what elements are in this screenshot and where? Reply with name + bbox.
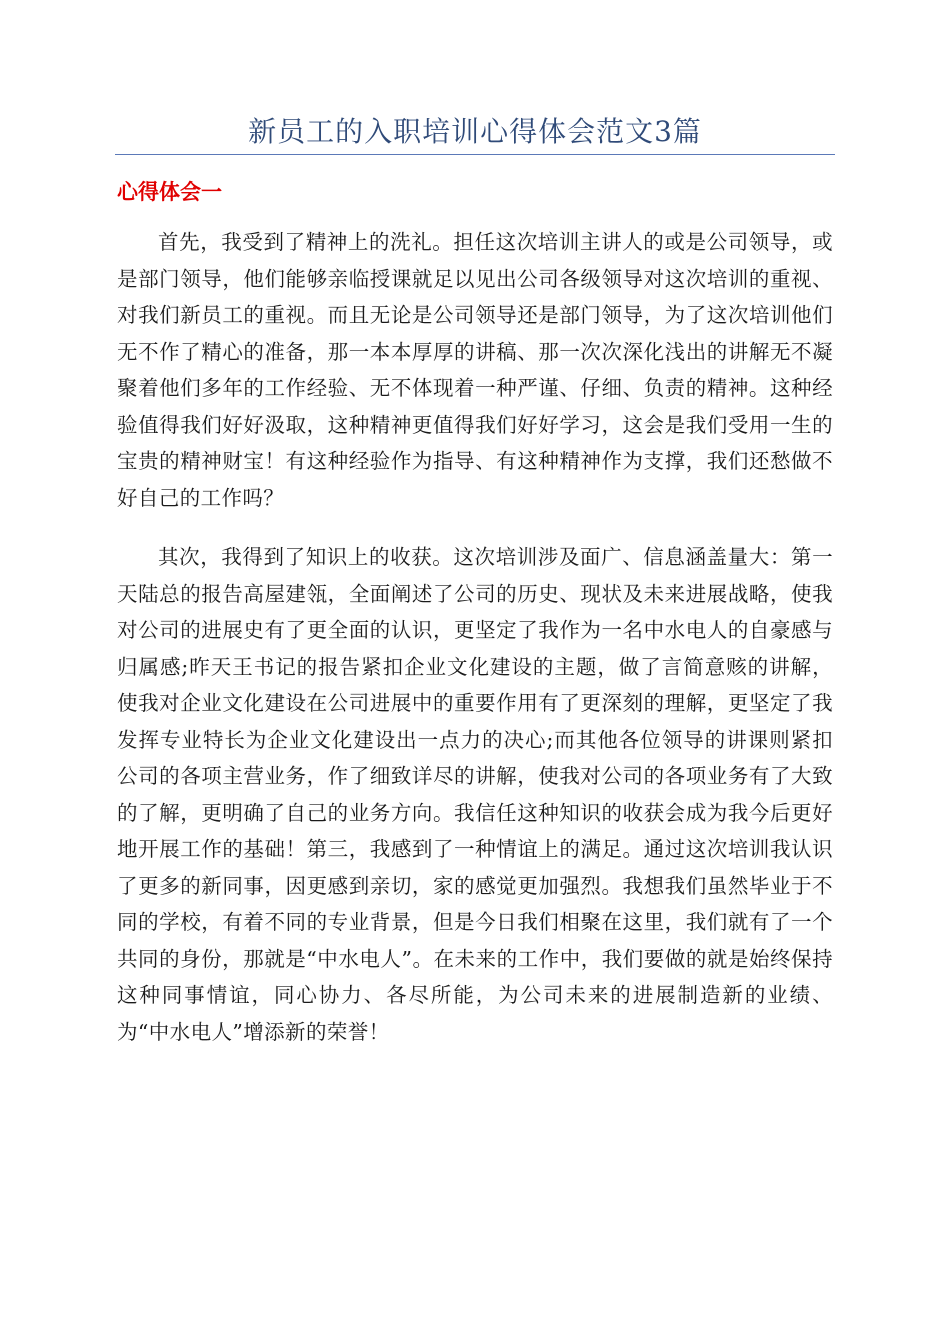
title-divider: [115, 154, 835, 155]
section-heading: 心得体会一: [117, 180, 222, 204]
body-paragraph: 其次，我得到了知识上的收获。这次培训涉及面广、信息涵盖量大：第一天陆总的报告高屋建瓴，全面阐述了公司的历史、现状及未来进展战略，使我对公司的进展史有了更全面的认识，更坚定了我作为一名中水电人的自豪感与归属感;昨天王书记的报告紧扣企业文化建设的主题，做了言简意赅的讲解，使我对企业文化建设在公司进展中的重要作用有了更深刻的理解，更坚定了我发挥专业特长为企业文化建设出一点力的决心;而其他各位领导的讲课则紧扣公司的各项主营业务，作了细致详尽的讲解，使我对公司的各项业务有了大致的了解，更明确了自己的业务方向。我信任这种知识的收获会成为我今后更好地开展工作的基础！第三，我感到了一种情谊上的满足。通过这次培训我认识了更多的新同事，因更感到亲切，家的感觉更加强烈。我想我们虽然毕业于不同的学校，有着不同的专业背景，但是今日我们相聚在这里，我们就有了一个共同的身份，那就是“中水电人”。在未来的工作中，我们要做的就是始终保持这种同事情谊，同心协力、各尽所能，为公司未来的进展制造新的业绩、为“中水电人”增添新的荣誉！: [117, 545, 833, 1044]
document-title: 新员工的入职培训心得体会范文3篇: [248, 115, 702, 148]
body-paragraph: 首先，我受到了精神上的洗礼。担任这次培训主讲人的或是公司领导，或是部门领导，他们能够亲临授课就足以见出公司各级领导对这次培训的重视、对我们新员工的重视。而且无论是公司领导还是部门领导，为了这次培训他们无不作了精心的准备，那一本本厚厚的讲稿、那一次次深化浅出的讲解无不凝聚着他们多年的工作经验、无不体现着一种严谨、仔细、负责的精神。这种经验值得我们好好汲取，这种精神更值得我们好好学习，这会是我们受用一生的宝贵的精神财宝！有这种经验作为指导、有这种精神作为支撑，我们还愁做不好自己的工作吗？: [117, 230, 833, 510]
